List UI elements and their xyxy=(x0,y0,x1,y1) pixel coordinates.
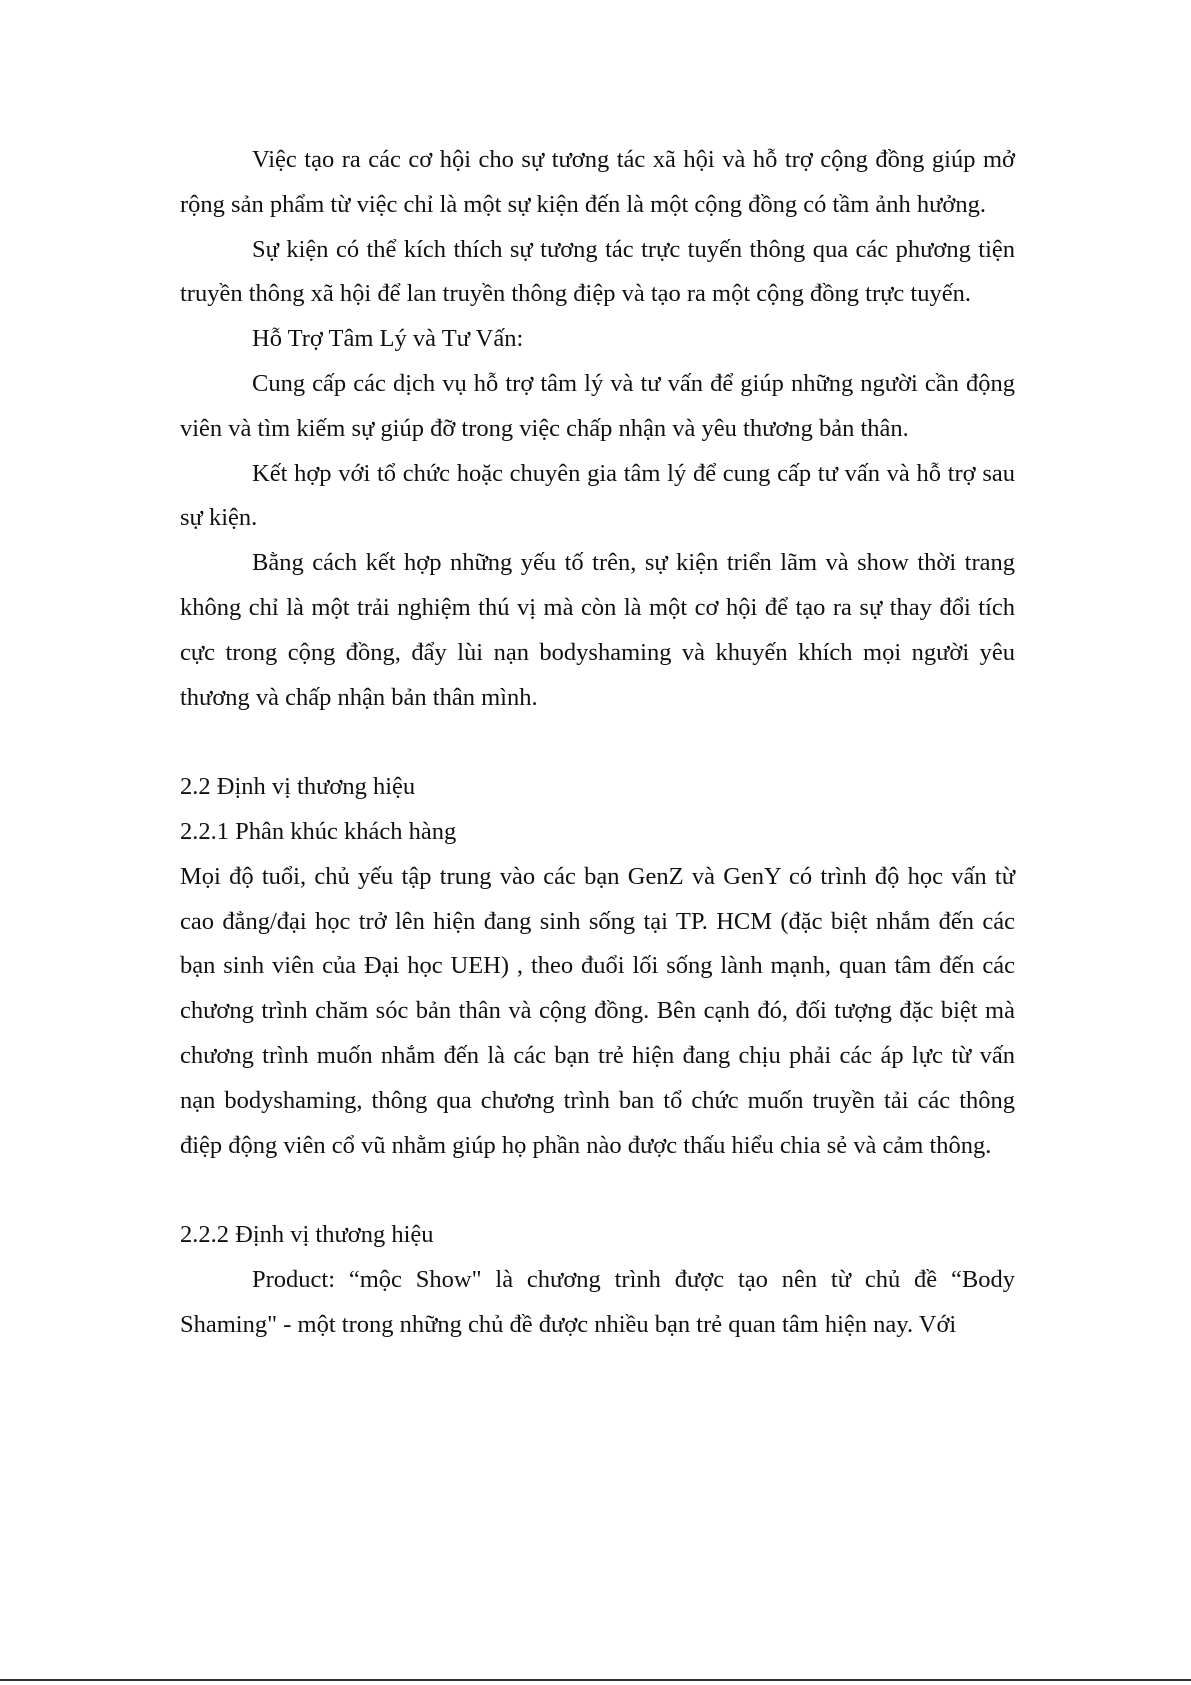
paragraph-partner-experts: Kết hợp với tổ chức hoặc chuyên gia tâm lý để cung cấp tư vấn và hỗ trợ sau sự kiện. xyxy=(180,459,1015,532)
section-spacer xyxy=(180,1168,1015,1213)
paragraph-psych-support-title: Hỗ Trợ Tâm Lý và Tư Vấn: xyxy=(252,325,524,353)
heading-2-2-1: 2.2.1 Phân khúc khách hàng xyxy=(180,817,457,845)
paragraph-customer-segment: Mọi độ tuổi, chủ yếu tập trung vào các bạn GenZ và GenY có trình độ học vấn từ cao đẳng/đại học trở lên hiện đang sinh sống tại TP. HCM (đặc biệt nhắm đến các bạn sinh viên của Đại học UEH) , theo đuổi lối sống lành mạnh, quan tâm đến các chương trình chăm sóc bản thân và cộng đồng. Bên cạnh đó, đối tượng đặc biệt mà chương trình muốn nhắm đến là các bạn trẻ hiện đang chịu phải các áp lực từ vấn nạn bodyshaming, thông qua chương trình ban tổ chức muốn truyền tải các thông điệp động viên cổ vũ nhằm giúp họ phần nào được thấu hiểu chia sẻ và cảm thông. xyxy=(180,862,1015,1159)
paragraph-online-interaction: Sự kiện có thể kích thích sự tương tác trực tuyến thông qua các phương tiện truyền thông xã hội để lan truyền thông điệp và tạo ra một cộng đồng trực tuyến. xyxy=(180,235,1015,308)
heading-2-2: 2.2 Định vị thương hiệu xyxy=(180,773,416,801)
paragraph-psych-services: Cung cấp các dịch vụ hỗ trợ tâm lý và tư vấn để giúp những người cần động viên và tìm kiếm sự giúp đỡ trong việc chấp nhận và yêu thương bản thân. xyxy=(180,369,1015,442)
paragraph-conclusion: Bằng cách kết hợp những yếu tố trên, sự kiện triển lãm và show thời trang không chỉ là một trải nghiệm thú vị mà còn là một cơ hội để tạo ra sự thay đổi tích cực trong cộng đồng, đẩy lùi nạn bodyshaming và khuyến khích mọi người yêu thương và chấp nhận bản thân mình. xyxy=(180,549,1015,711)
document-body xyxy=(180,138,1015,1348)
heading-2-2-2: 2.2.2 Định vị thương hiệu xyxy=(180,1221,434,1249)
paragraph-product: Product: “mộc Show" là chương trình được tạo nên từ chủ đề “Body Shaming" - một trong những chủ đề được nhiều bạn trẻ quan tâm hiện nay. Với xyxy=(180,1265,1015,1338)
paragraph-social-interaction: Việc tạo ra các cơ hội cho sự tương tác xã hội và hỗ trợ cộng đồng giúp mở rộng sản phẩm từ việc chỉ là một sự kiện đến là một cộng đồng có tầm ảnh hưởng. xyxy=(180,146,1015,218)
section-spacer xyxy=(180,720,1015,765)
page-bottom-divider xyxy=(0,1679,1191,1681)
